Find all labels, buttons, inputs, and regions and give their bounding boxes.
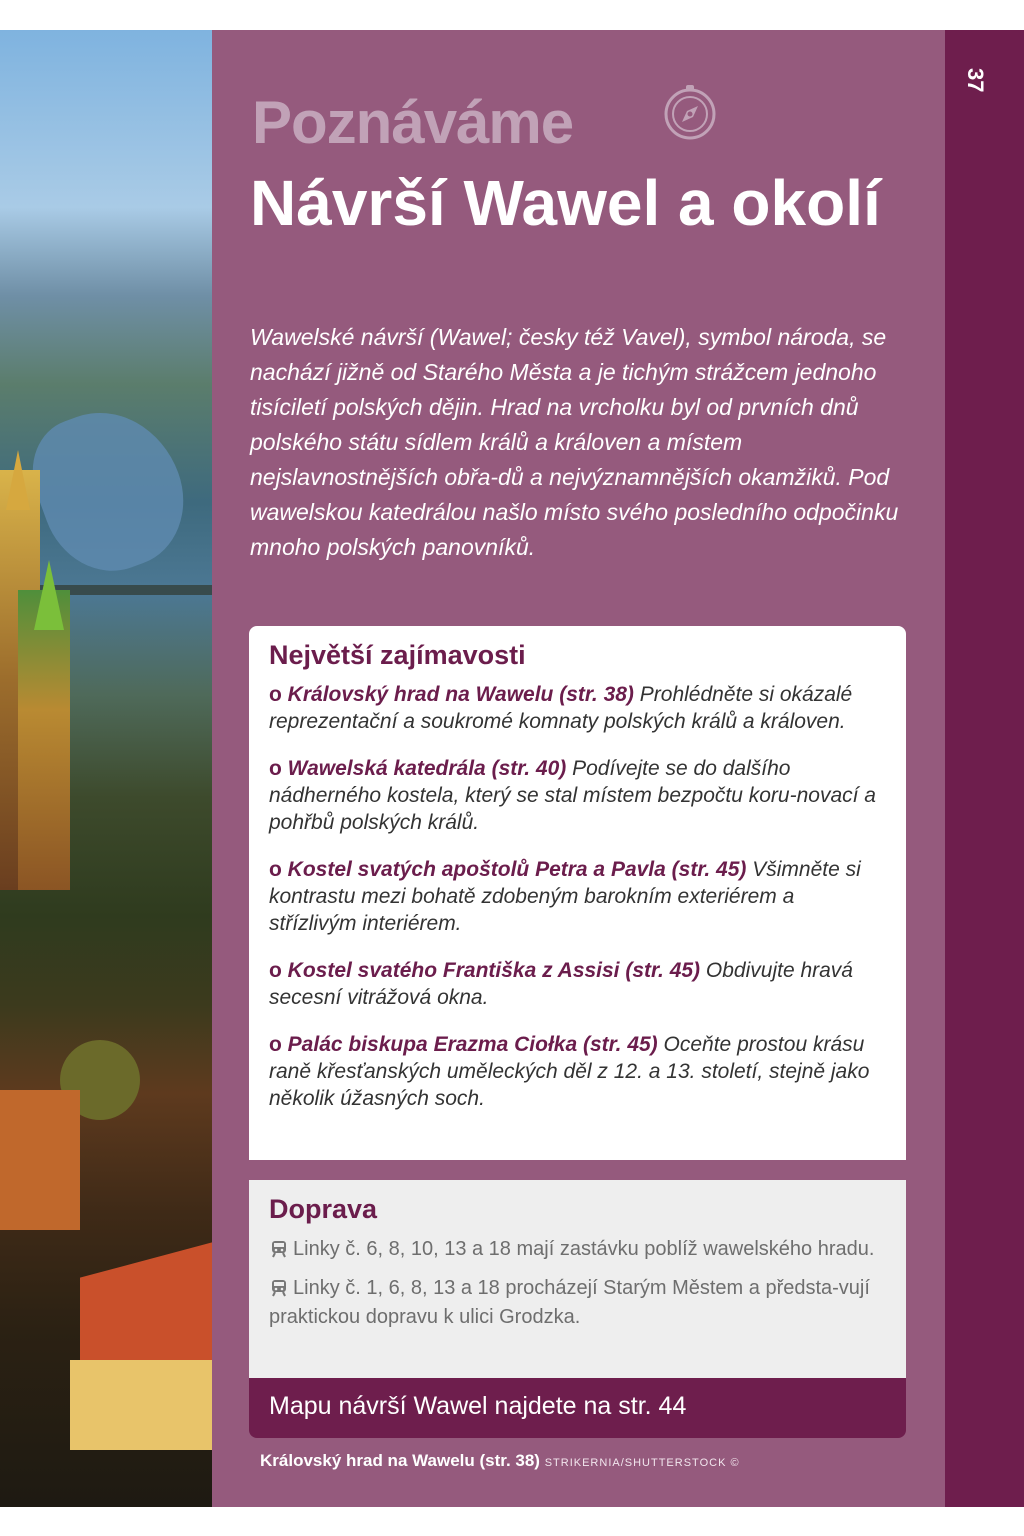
bullet-icon: o xyxy=(269,757,282,780)
transport-item xyxy=(269,1235,886,1264)
transport-text: Linky č. 6, 8, 10, 13 a 18 mají zastávku poblíž wawelského hradu. xyxy=(293,1238,875,1260)
highlights-heading: Největší zajímavosti xyxy=(269,640,526,670)
intro-paragraph: Wawelské návrší (Wawel; česky též Vavel), symbol národa, se nachází jižně od Starého Města a je tichým strážcem jednoho tisíciletí polských dějin. Hrad na vrcholku byl od prvních dnů polského státu sídlem králů a královen a místem nejslavnostnějších obřa-dů a nejvýznamnějších okamžiků. Pod wawelskou katedrálou našlo místo svého posledního odpočinku mnoho polských panovníků. xyxy=(250,324,899,560)
highlight-item xyxy=(269,1031,886,1112)
transport-text: Linky č. 1, 6, 8, 13 a 18 procházejí Starým Městem a předsta-vují praktickou dopravu k ulici Grodzka. xyxy=(269,1277,870,1328)
highlight-item xyxy=(269,681,886,735)
highlight-text: Všimněte si kontrastu mezi bohatě zdobeným barokním exteriérem a střízlivým interiérem. xyxy=(269,858,861,935)
highlight-text: Podívejte se do dalšího nádherného kostela, který se stal místem bezpočtu koru-novací a pohřbů polských králů. xyxy=(269,757,876,834)
side-strip xyxy=(945,30,1024,1507)
page-number: 37 xyxy=(963,68,988,93)
bullet-icon: o xyxy=(269,683,282,706)
page-title: Návrší Wawel a okolí xyxy=(250,167,881,239)
highlight-text: Prohlédněte si okázalé reprezentační a soukromé komnaty polských králů a královen. xyxy=(269,683,853,733)
bullet-icon: o xyxy=(269,959,282,982)
photo-caption xyxy=(260,1451,920,1471)
bullet-icon: o xyxy=(269,1033,282,1056)
wawel-aerial-photo xyxy=(0,30,212,1507)
photo-credit: STRIKERNIA/SHUTTERSTOCK © xyxy=(544,1457,740,1469)
bullet-icon: o xyxy=(269,858,282,881)
highlight-text: Oceňte prostou krásu raně křesťanských uměleckých děl z 12. a 13. století, stejně jako několik úžasných soch. xyxy=(269,1033,870,1110)
highlight-name[interactable]: Kostel svatých apoštolů Petra a Pavla (str. 45) xyxy=(287,858,747,881)
section-kicker: Poznáváme xyxy=(252,89,574,156)
highlight-name[interactable]: Kostel svatého Františka z Assisi (str. 45) xyxy=(287,959,701,982)
highlight-name[interactable]: Palác biskupa Erazma Ciołka (str. 45) xyxy=(287,1033,658,1056)
highlight-item xyxy=(269,856,886,937)
tram-icon xyxy=(269,1277,289,1297)
highlights-box xyxy=(249,626,906,1160)
transport-item xyxy=(269,1274,886,1332)
map-reference-bar[interactable]: Mapu návrší Wawel najdete na str. 44 xyxy=(249,1378,906,1438)
highlight-text: Obdivujte hravá secesní vitrážová okna. xyxy=(269,959,853,1009)
caption-text: Královský hrad na Wawelu (str. 38) xyxy=(260,1451,540,1470)
highlight-item xyxy=(269,957,886,1011)
highlight-name[interactable]: Královský hrad na Wawelu (str. 38) xyxy=(287,683,634,706)
tram-icon xyxy=(269,1238,289,1258)
highlight-item xyxy=(269,755,886,836)
transport-box xyxy=(249,1180,906,1378)
transport-heading: Doprava xyxy=(269,1194,378,1224)
highlight-name[interactable]: Wawelská katedrála (str. 40) xyxy=(287,757,567,780)
compass-icon xyxy=(660,84,720,144)
